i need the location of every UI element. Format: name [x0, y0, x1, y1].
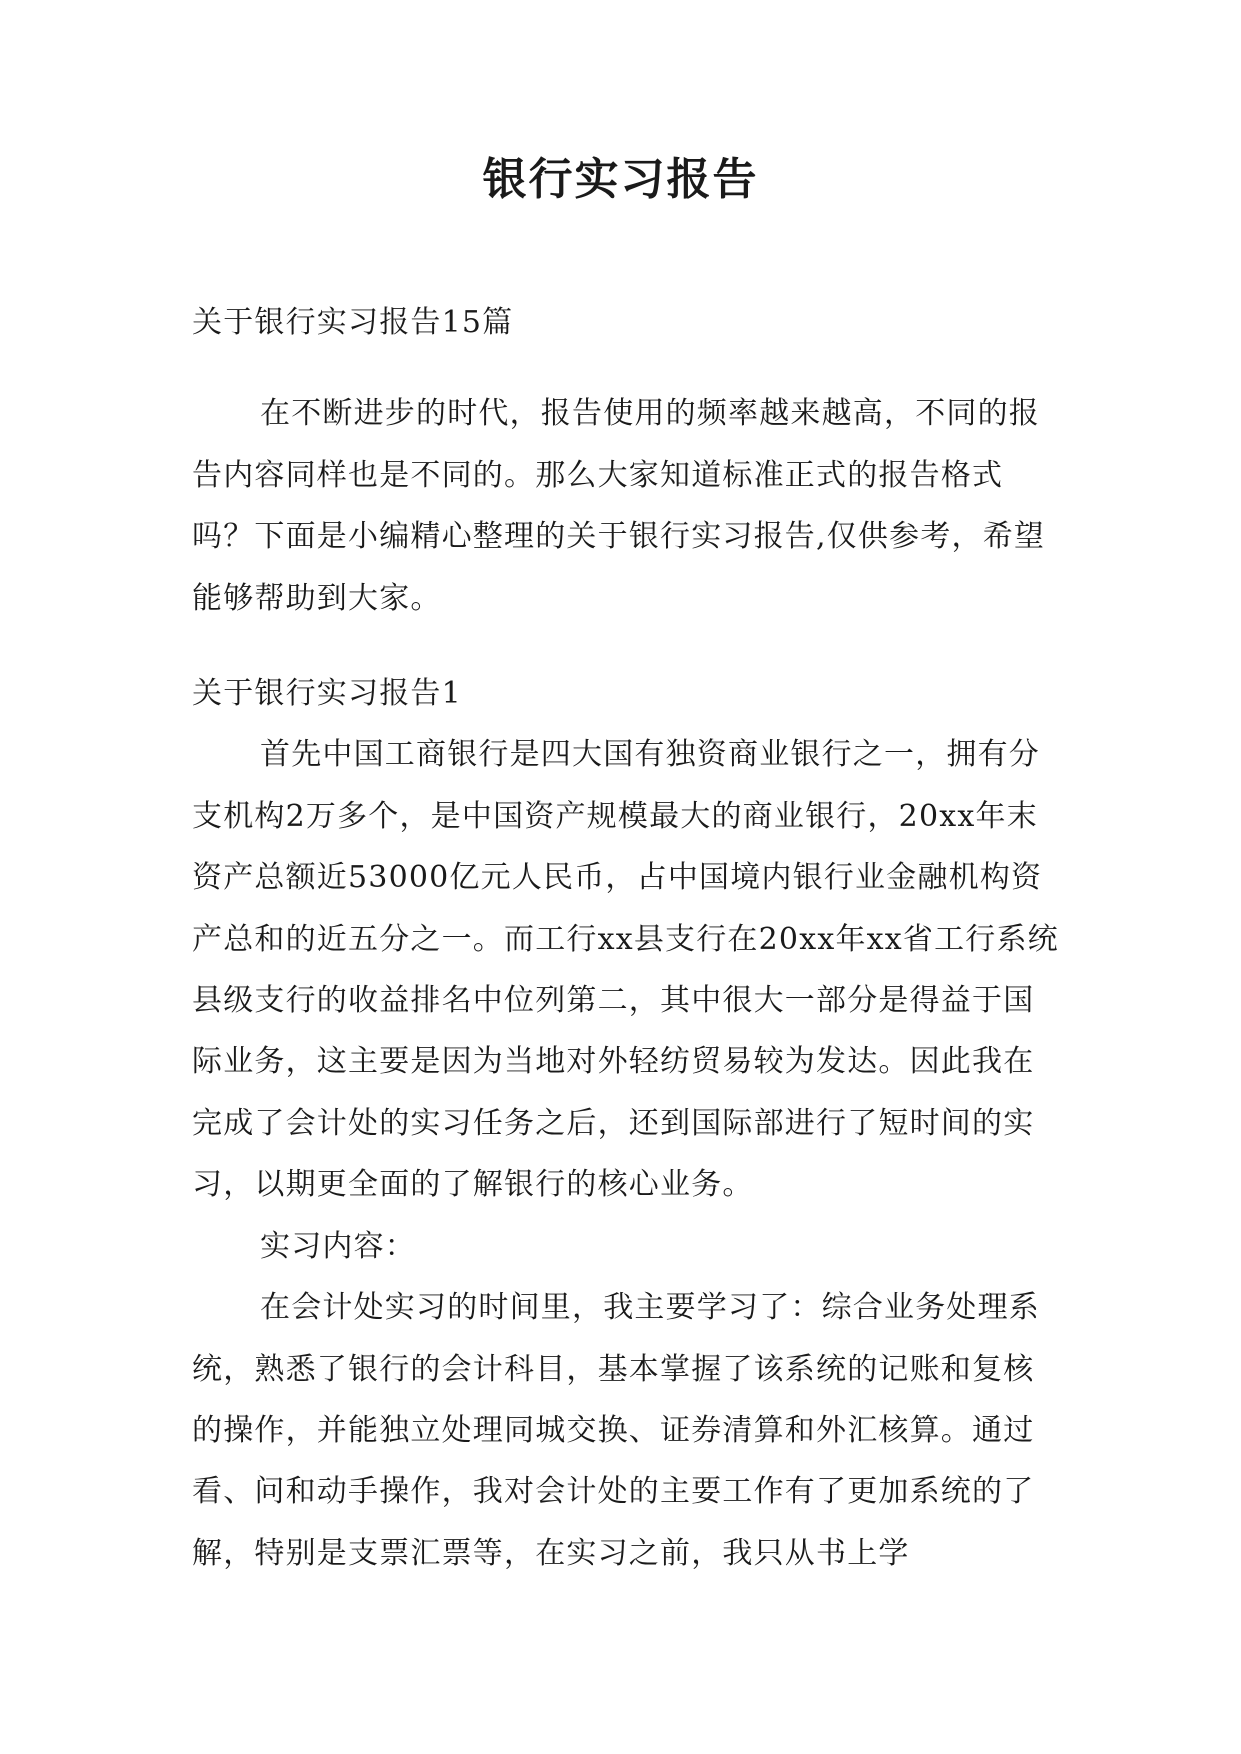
body-paragraph: 首先中国工商银行是四大国有独资商业银行之一，拥有分支机构2万多个，是中国资产规模最大的商业银行，20xx年末资产总额近53000亿元人民币，占中国境内银行业金融机构资产总和的近五分之一。而工行xx县支行在20xx年xx省工行系统县级支行的收益排名中位列第二，其中很大一部分是得益于国际业务，这主要是因为当地对外轻纺贸易较为发达。因此我在完成了会计处的实习任务之后，还到国际部进行了短时间的实习，以期更全面的了解银行的核心业务。 — [192, 737, 1059, 1203]
body-paragraph: 实习内容： — [260, 1228, 416, 1264]
body-paragraph: 在会计处实习的时间里，我主要学习了：综合业务处理系统，熟悉了银行的会计科目，基本掌握了该系统的记账和复核的操作，并能独立处理同城交换、证券清算和外汇核算。通过看、问和动手操作，我对会计处的主要工作有了更加系统的了解，特别是支票汇票等，在实习之前，我只从书上学 — [192, 1290, 1040, 1571]
section-heading: 关于银行实习报告1 — [192, 676, 462, 712]
document-body — [192, 292, 1062, 1584]
document-subtitle: 关于银行实习报告15篇 — [192, 305, 514, 340]
intro-paragraph: 在不断进步的时代，报告使用的频率越来越高，不同的报告内容同样也是不同的。那么大家知道标准正式的报告格式吗？下面是小编精心整理的关于银行实习报告,仅供参考，希望能够帮助到大家。 — [192, 396, 1046, 616]
document-title: 银行实习报告 — [482, 154, 759, 205]
